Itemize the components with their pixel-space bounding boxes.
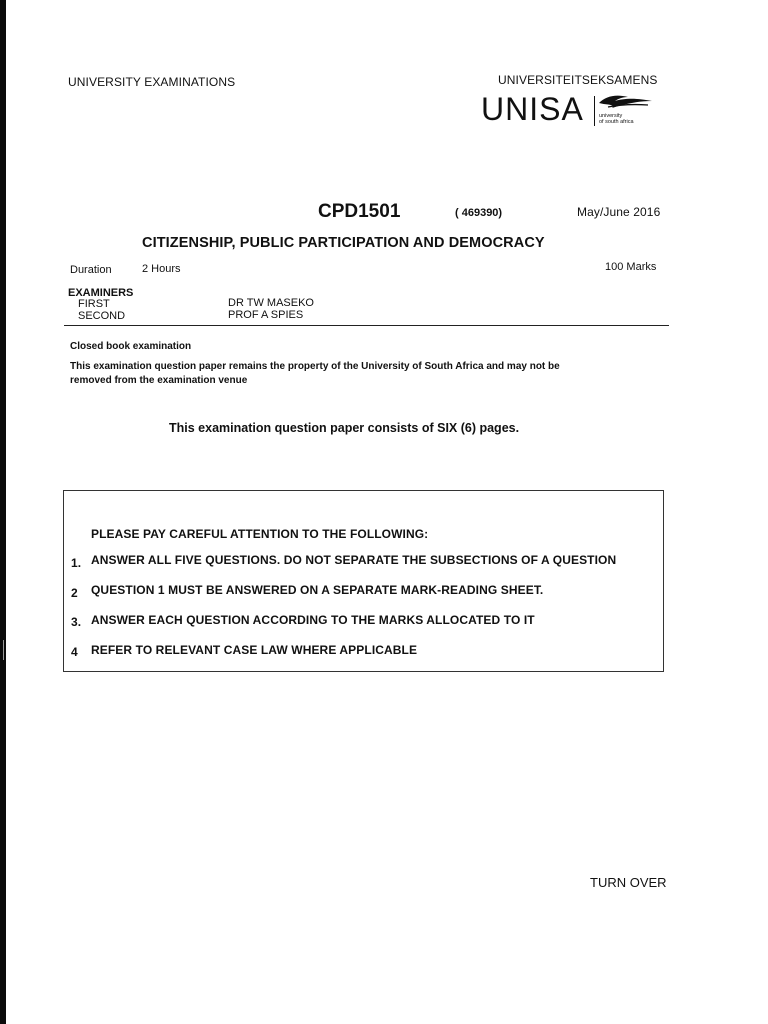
examiner-first-name: DR TW MASEKO: [228, 297, 314, 309]
examiner-first-label: FIRST: [78, 298, 110, 310]
property-note-line1: This examination question paper remains the property of the University of South Africa and may not be: [70, 361, 560, 372]
instruction-4-number: 4: [71, 645, 78, 659]
logo-wordmark: UNISA: [481, 91, 584, 127]
header-divider: [64, 325, 669, 326]
exam-session: May/June 2016: [577, 205, 661, 219]
examiners-heading: EXAMINERS: [68, 287, 134, 299]
duration-label: Duration: [70, 264, 112, 276]
logo-divider: [594, 96, 595, 126]
logo-subtitle: [599, 113, 634, 125]
duration-value: 2 Hours: [142, 263, 181, 275]
scan-margin-mark: [3, 640, 4, 660]
logo-sub-line1: university: [599, 113, 623, 119]
page-count-note: This examination question paper consists of SIX (6) pages.: [169, 421, 520, 435]
turn-over-note: TURN OVER: [590, 875, 667, 890]
logo-sub-line2: of south africa: [599, 119, 634, 125]
instruction-4-text: REFER TO RELEVANT CASE LAW WHERE APPLICABLE: [91, 643, 418, 657]
paper-number: ( 469390): [455, 207, 503, 219]
instruction-2-number: 2: [71, 586, 78, 600]
scan-edge-shadow: [0, 0, 6, 1024]
instruction-2-text: QUESTION 1 MUST BE ANSWERED ON A SEPARATE MARK-READING SHEET.: [91, 583, 544, 597]
closed-book-note: Closed book examination: [70, 341, 192, 352]
examiner-second-label: SECOND: [78, 310, 126, 322]
course-code: CPD1501: [318, 201, 401, 222]
property-note-line2: removed from the examination venue: [70, 375, 248, 386]
instruction-3-number: 3.: [71, 615, 82, 629]
unisa-logo: [481, 92, 681, 137]
total-marks: 100 Marks: [605, 261, 657, 273]
instruction-1-text: ANSWER ALL FIVE QUESTIONS. DO NOT SEPARATE THE SUBSECTIONS OF A QUESTION: [91, 553, 617, 567]
header-left: UNIVERSITY EXAMINATIONS: [68, 75, 236, 89]
instruction-3-text: ANSWER EACH QUESTION ACCORDING TO THE MARKS ALLOCATED TO IT: [91, 613, 535, 627]
bird-icon: [598, 94, 654, 112]
instructions-heading: PLEASE PAY CAREFUL ATTENTION TO THE FOLLOWING:: [91, 527, 429, 541]
instruction-1-number: 1.: [71, 556, 82, 570]
course-title: CITIZENSHIP, PUBLIC PARTICIPATION AND DEMOCRACY: [142, 235, 545, 251]
header-right: UNIVERSITEITSEKSAMENS: [498, 73, 658, 87]
examiner-second-name: PROF A SPIES: [228, 309, 304, 321]
